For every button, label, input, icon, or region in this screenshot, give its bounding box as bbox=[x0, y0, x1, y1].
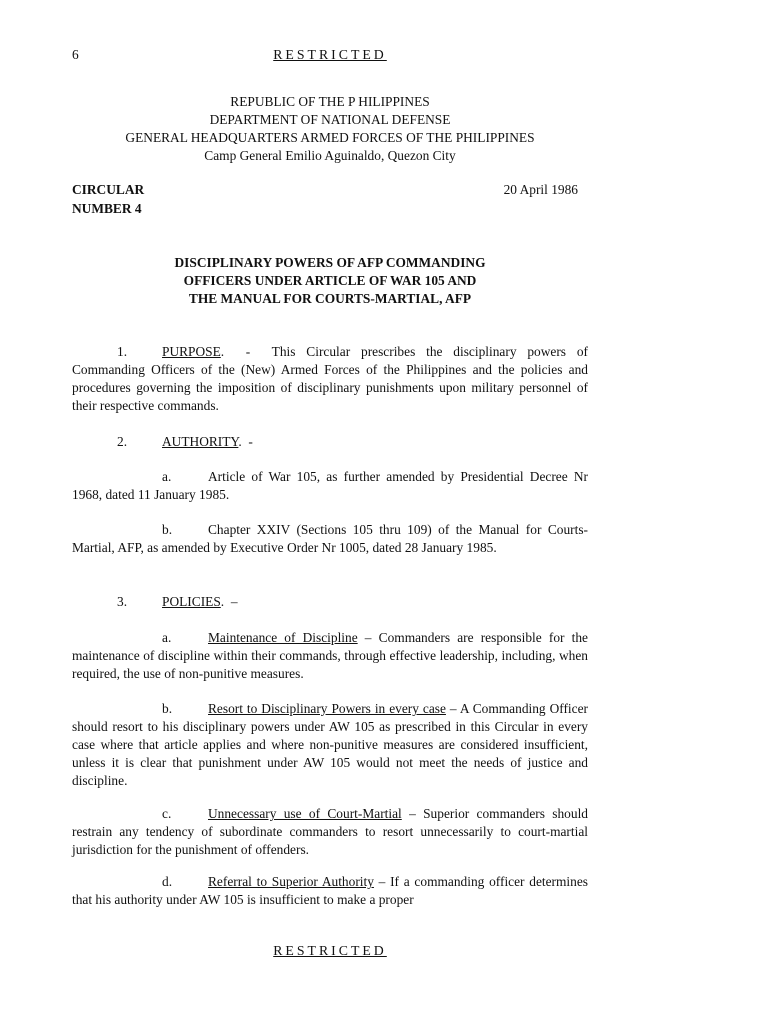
section-text: This Circular prescribes the disciplinary powers of Commanding Officers of the (New) Armed Forces of the Philippines and the policies and procedures governing the imposition of disciplinary punishments upon military personnel of their respective commands. bbox=[72, 344, 588, 413]
item-text: Chapter XXIV (Sections 105 thru 109) of the Manual for Courts-Martial, AFP, as amended by Executive Order Nr 1005, dated 28 January 1985. bbox=[72, 522, 588, 555]
policies-item-c bbox=[72, 805, 588, 859]
letterhead-line-1: REPUBLIC OF THE P HILIPPINES bbox=[230, 94, 430, 109]
item-text: – Superior commanders should restrain any tendency of subordinate commanders to resort unnecessarily to court-martial jurisdiction for the punishment of offenders. bbox=[72, 806, 588, 857]
item-text: Article of War 105, as further amended by Presidential Decree Nr 1968, dated 11 January 1985. bbox=[72, 469, 588, 502]
letterhead bbox=[72, 93, 588, 165]
letterhead-line-3: GENERAL HEADQUARTERS ARMED FORCES OF THE PHILIPPINES bbox=[125, 130, 535, 145]
section-authority bbox=[72, 433, 588, 451]
item-label: a. bbox=[162, 469, 172, 484]
section-separator: . - bbox=[220, 344, 272, 359]
item-label: a. bbox=[162, 630, 172, 645]
item-heading: Resort to Disciplinary Powers in every case bbox=[208, 701, 446, 716]
document-page bbox=[72, 0, 588, 1024]
circular-number: NUMBER 4 bbox=[72, 201, 142, 216]
item-text: – Commanders are responsible for the maintenance of discipline within their commands, through effective leadership, including, when required, the use of non-punitive measures. bbox=[72, 630, 588, 681]
circular-label-block bbox=[72, 181, 144, 219]
section-separator: . – bbox=[220, 594, 238, 609]
section-separator: . - bbox=[238, 434, 253, 449]
item-text: – If a commanding officer determines that his authority under AW 105 is insufficient to make a proper bbox=[72, 874, 588, 907]
section-policies bbox=[72, 593, 588, 611]
policies-item-d bbox=[72, 873, 588, 909]
section-number: 2. bbox=[117, 434, 128, 449]
section-purpose bbox=[72, 343, 588, 415]
policies-item-a bbox=[72, 629, 588, 683]
item-label: d. bbox=[162, 874, 173, 889]
page-number: 6 bbox=[72, 47, 79, 62]
document-title bbox=[72, 254, 588, 308]
section-number: 1. bbox=[117, 344, 128, 359]
item-label: c. bbox=[162, 806, 172, 821]
section-heading: PURPOSE bbox=[162, 344, 221, 359]
circular-date: 20 April 1986 bbox=[503, 182, 578, 197]
section-heading: POLICIES bbox=[162, 594, 221, 609]
item-heading: Referral to Superior Authority bbox=[208, 874, 374, 889]
restricted-marking-bottom: RESTRICTED bbox=[273, 943, 387, 958]
item-label: b. bbox=[162, 701, 173, 716]
title-line-2: OFFICERS UNDER ARTICLE OF WAR 105 AND bbox=[183, 273, 477, 288]
restricted-marking-top: RESTRICTED bbox=[273, 47, 387, 62]
circular-label: CIRCULAR bbox=[72, 182, 145, 197]
title-line-3: THE MANUAL FOR COURTS-MARTIAL, AFP bbox=[188, 291, 472, 306]
section-number: 3. bbox=[117, 594, 128, 609]
item-heading: Unnecessary use of Court-Martial bbox=[208, 806, 402, 821]
policies-item-b bbox=[72, 700, 588, 790]
authority-item-b bbox=[72, 521, 588, 557]
letterhead-line-2: DEPARTMENT OF NATIONAL DEFENSE bbox=[209, 112, 451, 127]
letterhead-line-4: Camp General Emilio Aguinaldo, Quezon City bbox=[204, 148, 456, 163]
item-label: b. bbox=[162, 522, 173, 537]
section-heading: AUTHORITY bbox=[162, 434, 239, 449]
item-heading: Maintenance of Discipline bbox=[208, 630, 358, 645]
title-line-1: DISCIPLINARY POWERS OF AFP COMMANDING bbox=[174, 255, 486, 270]
authority-item-a bbox=[72, 468, 588, 504]
item-text: – A Commanding Officer should resort to his disciplinary powers under AW 105 as prescribed in this Circular in every case where that article applies and where non-punitive measures are considered insufficient, unless it is clear that punishment under AW 105 would not meet the needs of justice and discipline. bbox=[72, 701, 588, 788]
